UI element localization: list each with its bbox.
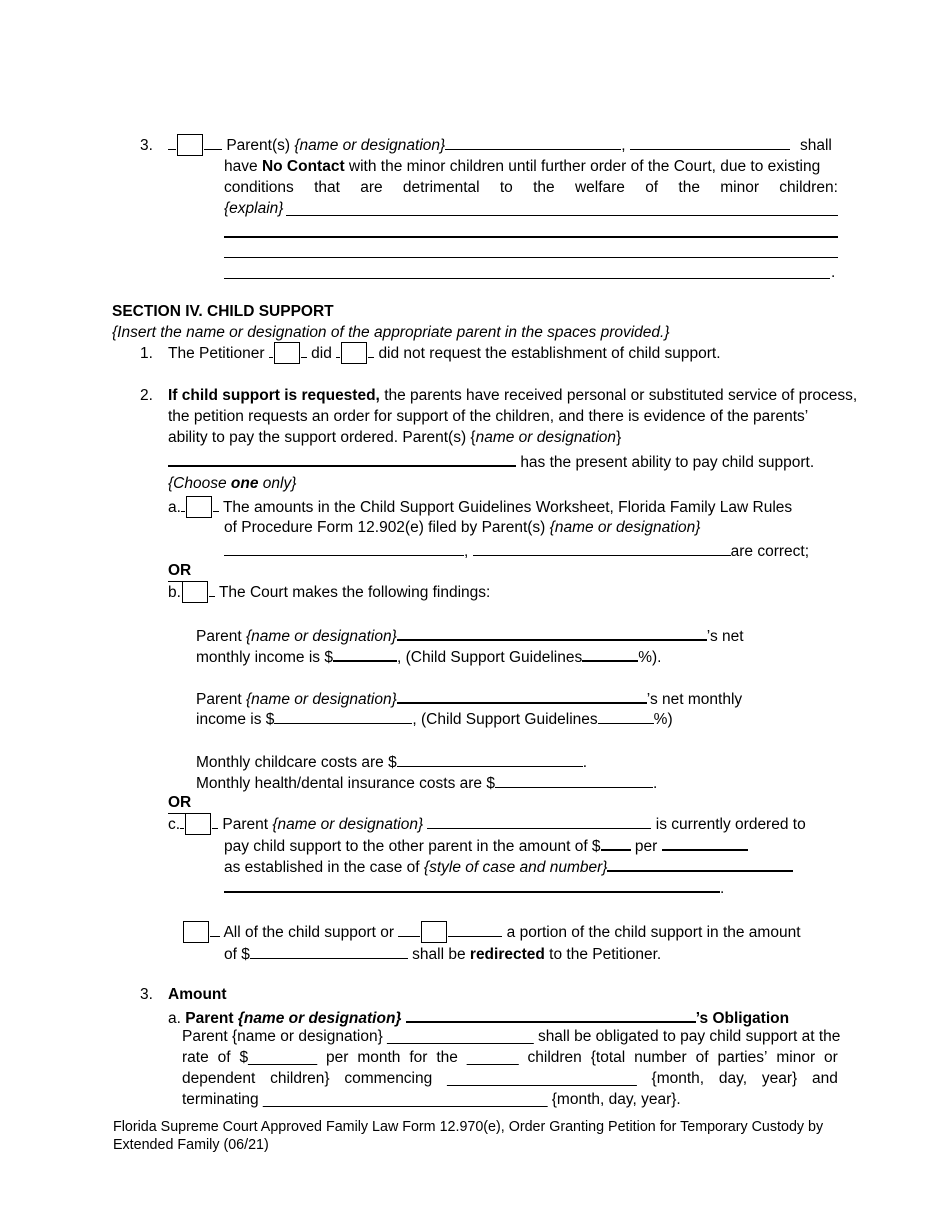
parent2-income-field[interactable] [274, 708, 412, 724]
no-contact-line3: conditions that are detrimental to the welfare of the minor children: [224, 179, 838, 196]
explain-line-2[interactable] [224, 236, 838, 238]
option-b-checkbox[interactable] [182, 581, 208, 603]
section-heading: SECTION IV. CHILD SUPPORT [112, 303, 334, 320]
option-c-line3: as established in the case of {style of case and number} [224, 855, 793, 878]
did-not-checkbox[interactable] [341, 342, 367, 364]
no-contact-checkbox[interactable] [177, 134, 203, 156]
item2-line4: has the present ability to pay child support. [168, 450, 814, 473]
option-a-line3: , are correct; [224, 540, 809, 562]
option-a-line2: of Procedure Form 12.902(e) filed by Parent(s) {name or designation} [224, 519, 701, 536]
explain-line-3[interactable] [224, 257, 838, 258]
option-b-line: b. The Court makes the following findings: [168, 581, 490, 603]
option-c-case-field-2[interactable] [224, 876, 720, 893]
explain-line-1[interactable] [286, 215, 838, 216]
redirect-portion-checkbox[interactable] [421, 921, 447, 943]
choose-one: {Choose one only} [168, 475, 297, 492]
parent-ability-field[interactable] [168, 450, 516, 467]
item2-line2: the petition requests an order for support of the children, and there is evidence of the parents’ [168, 408, 809, 425]
option-c-amount-field[interactable] [601, 834, 631, 851]
explain-line-4[interactable] [224, 278, 830, 279]
obligation-parent-field[interactable] [406, 1006, 696, 1023]
option-a-field-1[interactable] [224, 540, 464, 556]
parent2-percent-field[interactable] [598, 708, 654, 724]
childcare-line: Monthly childcare costs are $ . [196, 751, 587, 773]
obligation-line1: Parent {name or designation} _________________ shall be obligated to pay child support at the [182, 1028, 841, 1045]
item2-line3: ability to pay the support ordered. Parent(s) {name or designation} [168, 429, 622, 446]
insurance-field[interactable] [495, 772, 653, 788]
no-contact-bold: No Contact [261, 158, 345, 175]
parent-name-field-2[interactable] [630, 134, 790, 150]
parent2-income-line: income is $ , (Child Support Guidelines %) [196, 708, 673, 730]
parents-label: Parent(s) [226, 137, 291, 154]
parent1-income-field[interactable] [333, 645, 397, 662]
no-contact-line1: Parent(s) {name or designation} , [168, 134, 790, 156]
redirect-all-checkbox[interactable] [183, 921, 209, 943]
parent1-percent-field[interactable] [582, 645, 638, 662]
option-c-parent-field[interactable] [427, 813, 651, 829]
section-instruction: {Insert the name or designation of the appropriate parent in the spaces provided.} [112, 324, 670, 341]
or-2: OR [168, 793, 188, 814]
redirect-amount-field[interactable] [250, 943, 408, 959]
option-c-period-field[interactable] [662, 834, 748, 851]
item3-number: 3. [140, 137, 153, 154]
shall-text: shall [800, 137, 832, 154]
obligation-line2: rate of $________ per month for the ______ children {total number of parties’ minor or [182, 1049, 838, 1066]
option-c-line4: . [224, 876, 724, 899]
option-c-line1: c. Parent {name or designation} is currently ordered to [168, 813, 806, 835]
parent1-name-field[interactable] [397, 624, 707, 641]
option-a-line1: a. The amounts in the Child Support Guidelines Worksheet, Florida Family Law Rules [168, 496, 792, 518]
obligation-line4: terminating _________________________________ {month, day, year}. [182, 1091, 681, 1108]
parent2-net-line: Parent {name or designation} ’s net monthly [196, 687, 742, 710]
parent1-income-line: monthly income is $ , (Child Support Guidelines %). [196, 645, 661, 668]
item1-line: The Petitioner did did not request the establishment of child support. [168, 342, 721, 364]
form-footer: Florida Supreme Court Approved Family Law Form 12.970(e), Order Granting Petition for Temporary Custody by Extended Family (06/21) [113, 1119, 824, 1153]
insurance-line: Monthly health/dental insurance costs are $ . [196, 772, 657, 794]
item2-line1: If child support is requested, the parents have received personal or substituted service of process, [168, 387, 858, 404]
option-c-line2: pay child support to the other parent in the amount of $ per [224, 834, 748, 857]
obligation-heading: a. Parent {name or designation} ’s Obligation [168, 1006, 789, 1029]
redirect-line2: of $ shall be redirected to the Petitioner. [224, 943, 661, 965]
obligation-line3: dependent children} commencing ______________________ {month, day, year} and [182, 1070, 838, 1087]
redirect-line1: All of the child support or a portion of the child support in the amount [182, 921, 801, 943]
option-a-checkbox[interactable] [186, 496, 212, 518]
parent-name-field-1[interactable] [445, 134, 621, 150]
amount-number: 3. [140, 986, 153, 1003]
option-c-case-field[interactable] [607, 855, 793, 872]
item1-number: 1. [140, 345, 153, 362]
option-a-field-2[interactable] [473, 540, 731, 556]
explain-label: {explain} [224, 200, 284, 217]
item2-number: 2. [140, 387, 153, 404]
amount-heading: Amount [168, 986, 227, 1003]
did-checkbox[interactable] [274, 342, 300, 364]
or-1: OR [168, 561, 188, 582]
childcare-field[interactable] [397, 751, 583, 767]
name-placeholder: {name or designation} [294, 137, 446, 154]
no-contact-line2: have No Contact with the minor children until further order of the Court, due to existing [224, 158, 821, 175]
parent2-name-field[interactable] [397, 687, 647, 704]
parent1-net-line: Parent {name or designation} ’s net [196, 624, 744, 647]
option-c-checkbox[interactable] [185, 813, 211, 835]
